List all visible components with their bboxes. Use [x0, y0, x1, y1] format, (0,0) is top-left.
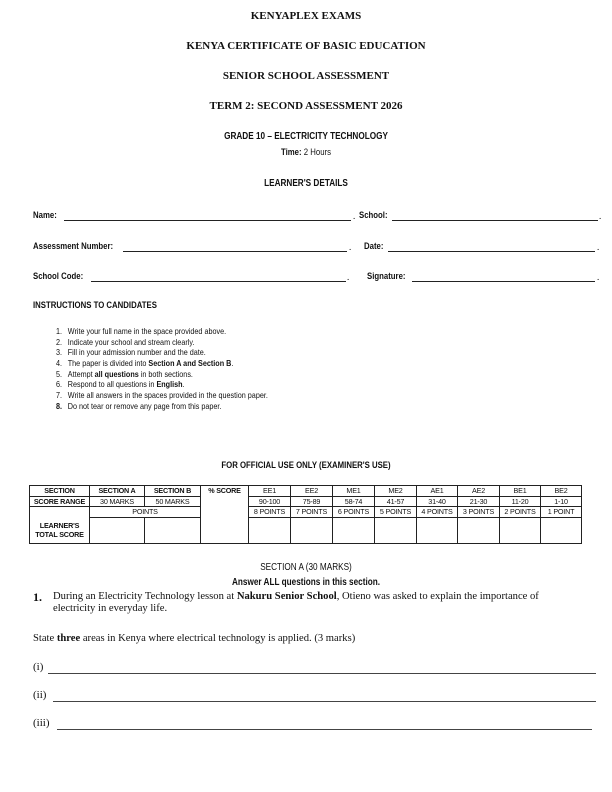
- answer-line-i[interactable]: [48, 673, 596, 674]
- table-cell: 90-100: [249, 496, 291, 507]
- answer-label-ii: (ii): [33, 689, 47, 701]
- answer-line-ii[interactable]: [53, 701, 596, 702]
- table-cell: BE2: [541, 486, 582, 497]
- pct-score-cell: % SCORE: [201, 486, 249, 544]
- table-cell: ME1: [333, 486, 375, 497]
- table-cell: 1 POINT: [541, 507, 582, 518]
- table-cell: SECTION: [30, 486, 90, 497]
- time-value: 2 Hours: [303, 147, 332, 158]
- date-field[interactable]: [388, 251, 595, 252]
- table-cell: POINTS: [90, 507, 201, 518]
- field-dot: .: [349, 242, 352, 252]
- instruction-item: 5. Attempt all questions in both sections.: [56, 368, 193, 379]
- section-a-score-cell[interactable]: [90, 517, 145, 544]
- school-code-label: School Code:: [33, 271, 84, 282]
- field-dot: .: [347, 272, 350, 282]
- table-row: [30, 496, 582, 507]
- instructions-list: [56, 326, 308, 412]
- level-score-cell[interactable]: [333, 517, 375, 544]
- table-cell: 30 MARKS: [90, 496, 145, 507]
- table-cell: 4 POINTS: [417, 507, 458, 518]
- level-score-cell[interactable]: [458, 517, 500, 544]
- table-cell: 21-30: [458, 496, 500, 507]
- table-cell: 75-89: [291, 496, 333, 507]
- section-b-score-cell[interactable]: [145, 517, 201, 544]
- table-row: [30, 507, 582, 518]
- score-table: [29, 485, 582, 544]
- question-text-continued: electricity in everyday life.: [53, 603, 168, 614]
- subject-text: GRADE 10 – ELECTRICITY TECHNOLOGY: [224, 131, 388, 142]
- date-label: Date:: [364, 241, 384, 252]
- table-cell: AE2: [458, 486, 500, 497]
- section-a-instruction: [0, 577, 612, 588]
- question-task: State three areas in Kenya where electrical technology is applied. (3 marks): [33, 633, 356, 644]
- level-score-cell[interactable]: [417, 517, 458, 544]
- level-score-cell[interactable]: [291, 517, 333, 544]
- table-cell: 58-74: [333, 496, 375, 507]
- signature-field[interactable]: [412, 281, 595, 282]
- learner-total-score-label: LEARNER'S TOTAL SCORE: [30, 517, 90, 544]
- table-cell: EE2: [291, 486, 333, 497]
- school-code-field[interactable]: [91, 281, 346, 282]
- level-score-cell[interactable]: [249, 517, 291, 544]
- signature-label: Signature:: [367, 271, 406, 282]
- instruction-item: 3. Fill in your admission number and the date.: [56, 347, 206, 358]
- question-text: During an Electricity Technology lesson at Nakuru Senior School, Otieno was asked to explain the importance of: [53, 591, 539, 602]
- table-cell: 3 POINTS: [458, 507, 500, 518]
- table-cell: 41-57: [375, 496, 417, 507]
- table-cell: 50 MARKS: [145, 496, 201, 507]
- subject-title: [0, 131, 612, 142]
- field-dot: .: [599, 211, 602, 221]
- table-cell: 7 POINTS: [291, 507, 333, 518]
- instruction-item: 2. Indicate your school and stream clearly.: [56, 336, 195, 347]
- table-cell: 11-20: [500, 496, 541, 507]
- instruction-item: 7. Write all answers in the spaces provided in the question paper.: [56, 390, 268, 401]
- field-dot: .: [353, 211, 356, 221]
- answer-label-iii: (iii): [33, 717, 50, 729]
- level-score-cell[interactable]: [500, 517, 541, 544]
- answer-label-i: (i): [33, 661, 44, 673]
- term-title: TERM 2: SECOND ASSESSMENT 2026: [209, 100, 403, 112]
- table-cell: 1-10: [541, 496, 582, 507]
- instruction-item: 4. The paper is divided into Section A and Section B.: [56, 358, 234, 369]
- learner-details-heading: [0, 178, 612, 189]
- table-cell: SCORE RANGE: [30, 496, 90, 507]
- table-cell: 2 POINTS: [500, 507, 541, 518]
- table-row: [30, 486, 582, 497]
- section-a-heading: [0, 562, 612, 573]
- table-cell: 6 POINTS: [333, 507, 375, 518]
- table-cell: AE1: [417, 486, 458, 497]
- official-use-heading: [0, 460, 612, 471]
- level-score-cell[interactable]: [541, 517, 582, 544]
- assessment-number-field[interactable]: [123, 251, 347, 252]
- level-score-cell[interactable]: [375, 517, 417, 544]
- table-cell: SECTION B: [145, 486, 201, 497]
- field-dot: .: [597, 272, 600, 282]
- instruction-item: 6. Respond to all questions in English.: [56, 379, 185, 390]
- table-row: [30, 517, 582, 544]
- answer-line-iii[interactable]: [57, 729, 592, 730]
- instruction-item: 1. Write your full name in the space provided above.: [56, 326, 227, 336]
- instruction-item: 8. Do not tear or remove any page from this paper.: [56, 400, 222, 411]
- learner-details-text: LEARNER'S DETAILS: [264, 178, 348, 189]
- table-cell: [30, 507, 90, 518]
- section-a-heading-text: SECTION A (30 MARKS): [260, 562, 352, 573]
- school-label: School:: [359, 210, 388, 221]
- table-cell: 31-40: [417, 496, 458, 507]
- time-line: [0, 147, 612, 158]
- table-cell: SECTION A: [90, 486, 145, 497]
- table-cell: ME2: [375, 486, 417, 497]
- question-number: 1.: [33, 590, 42, 604]
- table-cell: BE1: [500, 486, 541, 497]
- assessment-number-label: Assessment Number:: [33, 241, 114, 252]
- table-cell: 5 POINTS: [375, 507, 417, 518]
- table-cell: 8 POINTS: [249, 507, 291, 518]
- instructions-heading: INSTRUCTIONS TO CANDIDATES: [33, 300, 157, 311]
- exam-provider-title: KENYAPLEX EXAMS: [250, 10, 362, 22]
- exam-board-title: KENYA CERTIFICATE OF BASIC EDUCATION: [186, 40, 426, 52]
- field-dot: .: [597, 242, 600, 252]
- assessment-level-title: SENIOR SCHOOL ASSESSMENT: [222, 70, 390, 82]
- school-field[interactable]: [392, 220, 598, 221]
- name-label: Name:: [33, 210, 57, 221]
- table-cell: EE1: [249, 486, 291, 497]
- time-label: Time:: [280, 147, 302, 158]
- name-field[interactable]: [64, 220, 351, 221]
- section-a-instruction-text: Answer ALL questions in this section.: [231, 577, 381, 588]
- official-use-text: FOR OFFICIAL USE ONLY (EXAMINER'S USE): [221, 460, 391, 471]
